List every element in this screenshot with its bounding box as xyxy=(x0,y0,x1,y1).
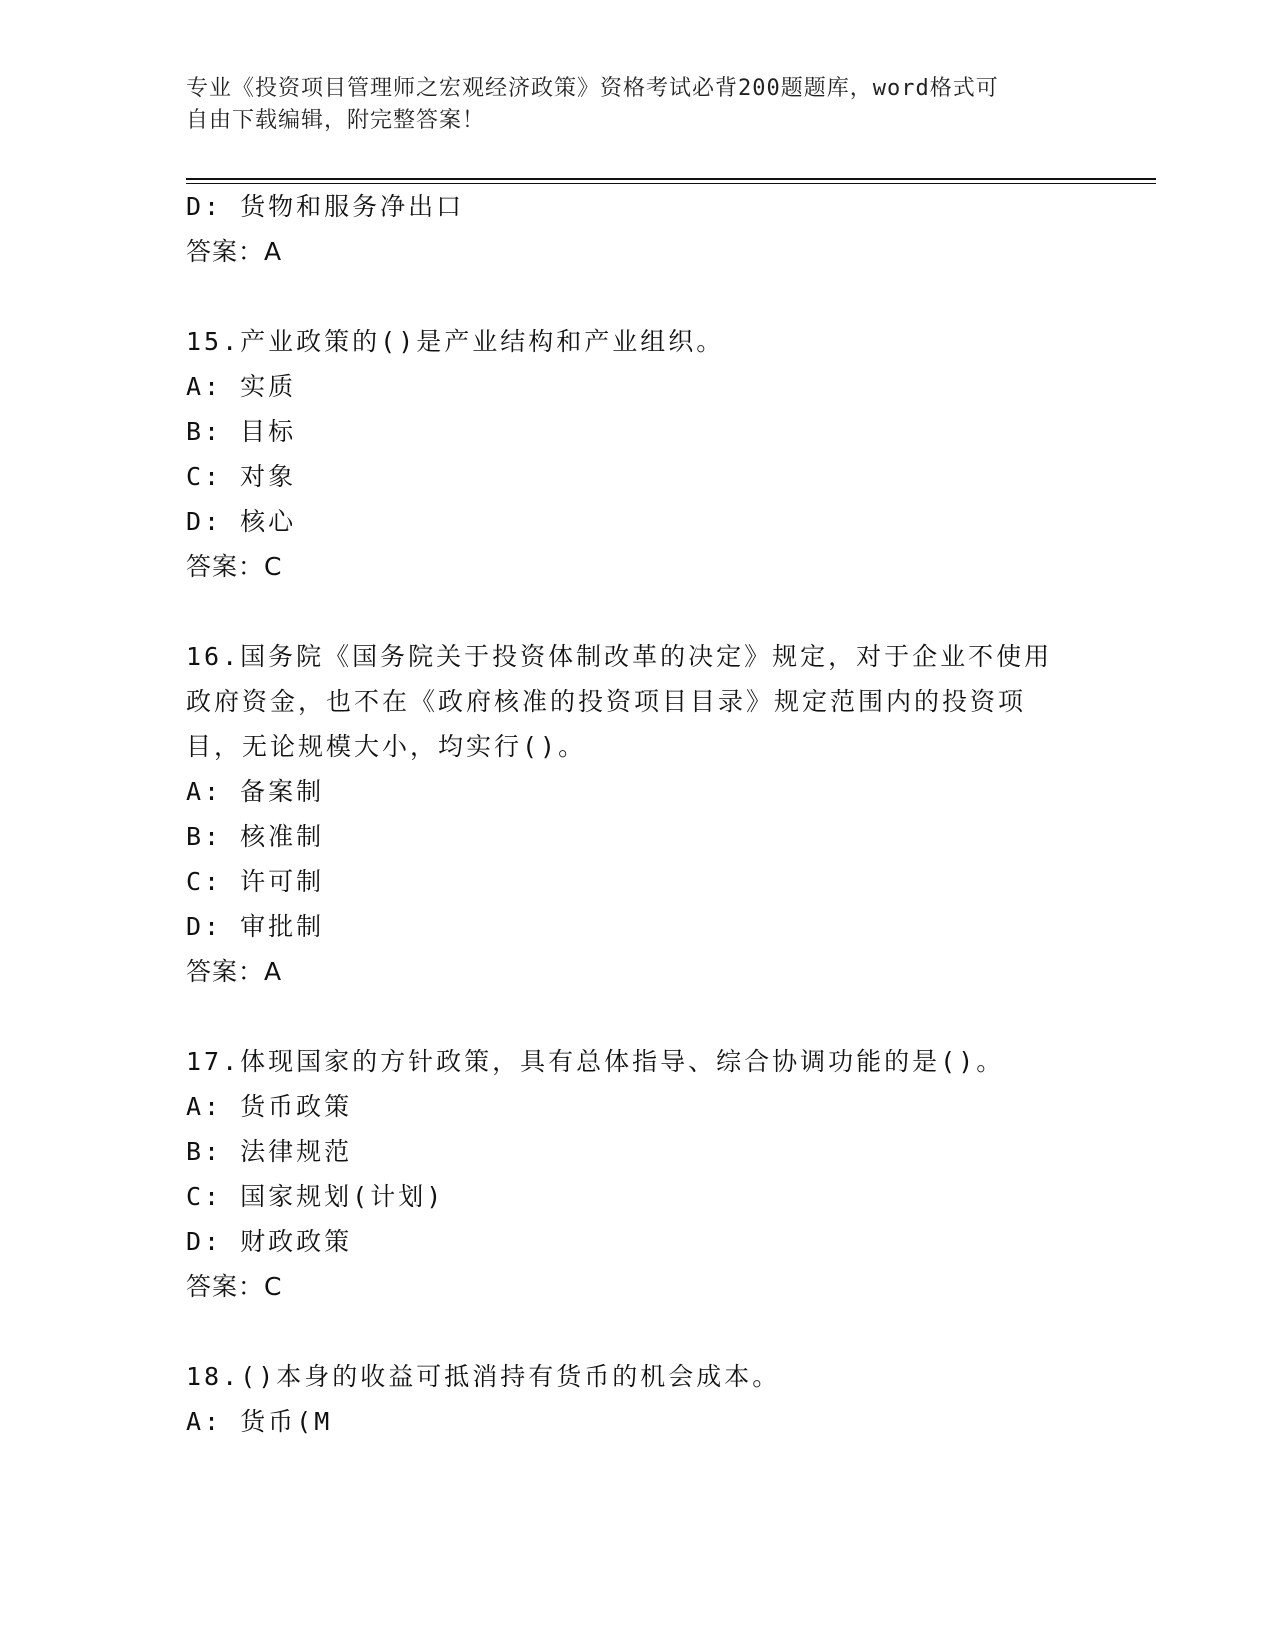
q16-answer: 答案：A xyxy=(186,957,283,986)
q17-option-d: D: 财政政策 xyxy=(186,1227,353,1256)
q16-stem-line-3: 目，无论规模大小，均实行()。 xyxy=(186,732,587,761)
q17-option-c: C: 国家规划(计划) xyxy=(186,1182,445,1211)
q15-stem: 15.产业政策的()是产业结构和产业组织。 xyxy=(186,327,725,356)
q15-option-b: B: 目标 xyxy=(186,417,297,446)
q17-option-b: B: 法律规范 xyxy=(186,1137,353,1166)
document-header xyxy=(186,73,1066,137)
q15-option-d: D: 核心 xyxy=(186,507,297,536)
q17-option-a: A: 货币政策 xyxy=(186,1092,353,1121)
q15-option-c: C: 对象 xyxy=(186,462,297,491)
q17-stem: 17.体现国家的方针政策，具有总体指导、综合协调功能的是()。 xyxy=(186,1047,1005,1076)
q18-stem: 18.()本身的收益可抵消持有货币的机会成本。 xyxy=(186,1362,781,1391)
q16-option-a: A: 备案制 xyxy=(186,777,325,806)
q15-answer: 答案：C xyxy=(186,552,283,581)
prev-answer: 答案：A xyxy=(186,237,283,266)
prev-option-d: D: 货物和服务净出口 xyxy=(186,192,465,221)
q18-option-a: A: 货币(M xyxy=(186,1407,333,1436)
header-line-1: 专业《投资项目管理师之宏观经济政策》资格考试必背200题题库，word格式可 xyxy=(186,76,999,101)
header-divider-thick xyxy=(186,178,1156,180)
header-divider-thin xyxy=(186,183,1156,184)
q15-option-a: A: 实质 xyxy=(186,372,297,401)
q16-option-c: C: 许可制 xyxy=(186,867,325,896)
header-line-2: 自由下载编辑，附完整答案！ xyxy=(186,108,486,133)
q16-stem-line-1: 16.国务院《国务院关于投资体制改革的决定》规定，对于企业不使用 xyxy=(186,642,1053,671)
q16-option-d: D: 审批制 xyxy=(186,912,325,941)
q17-answer: 答案：C xyxy=(186,1272,283,1301)
q16-stem-line-2: 政府资金，也不在《政府核准的投资项目目录》规定范围内的投资项 xyxy=(186,687,1027,716)
q16-option-b: B: 核准制 xyxy=(186,822,325,851)
